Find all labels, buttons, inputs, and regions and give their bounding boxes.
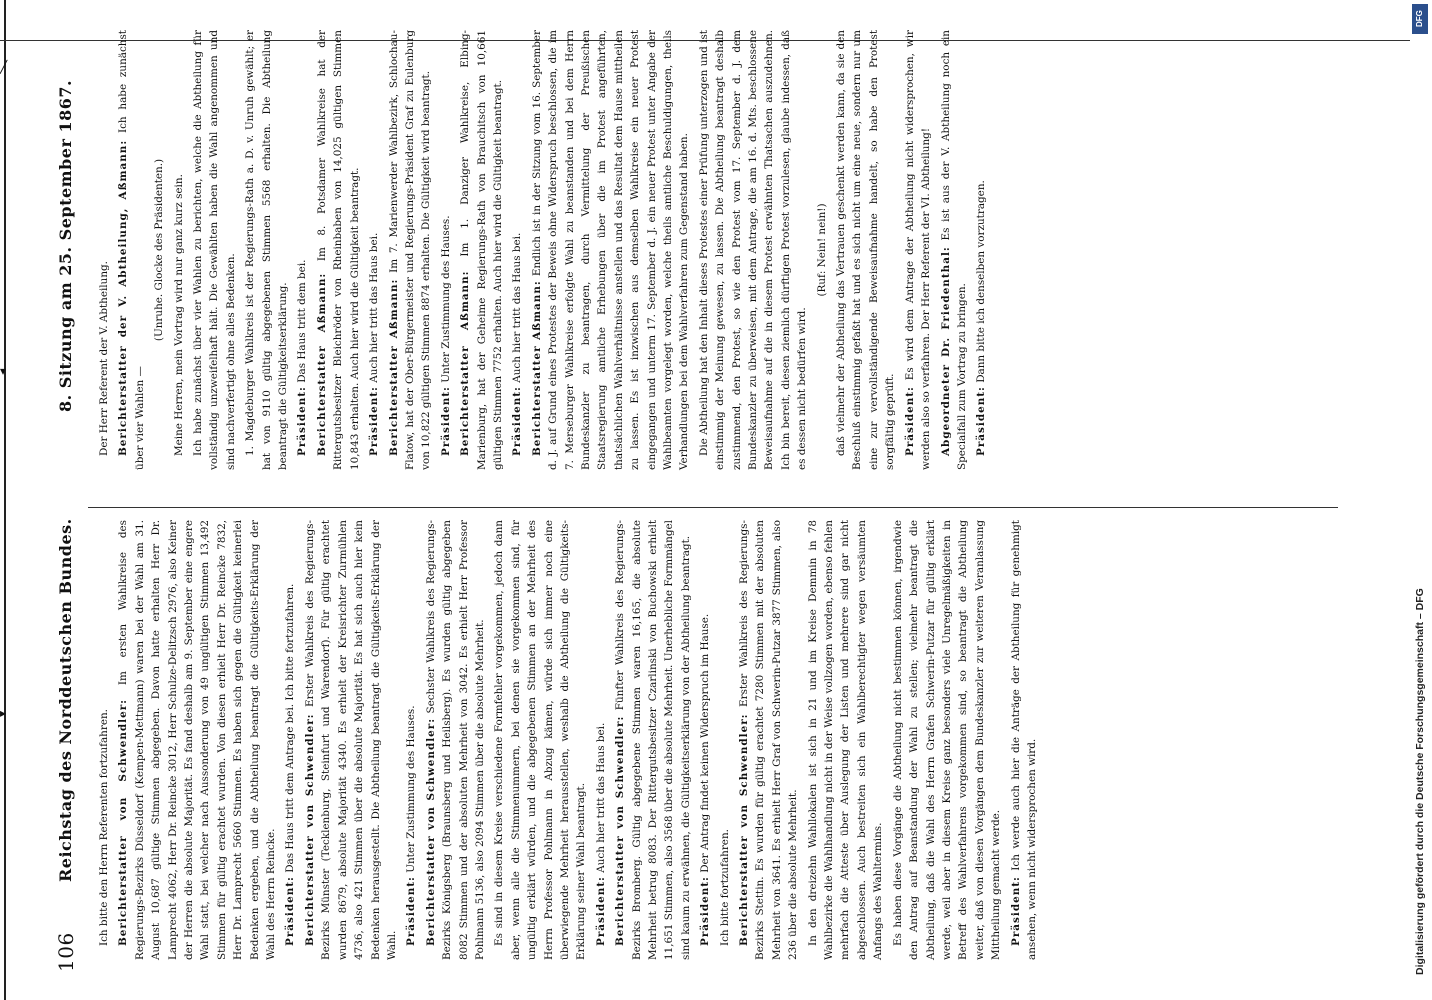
paragraph (696, 30, 811, 470)
paragraph (457, 30, 506, 470)
credit-text: Digitalisierung gefördert durch die Deutsche Forschungsgemeinschaft – DFG (1414, 588, 1426, 975)
paragraph-text: Auch hier tritt das Haus bei. (594, 722, 607, 873)
paragraph-text: Unter Zustimmung des Hauses. (439, 215, 452, 383)
paragraph (96, 520, 112, 960)
paragraph (115, 30, 148, 470)
paragraph (190, 30, 239, 470)
paragraph (805, 520, 887, 960)
speaker-name: Präsident: (975, 386, 988, 456)
paragraph-text: 1. Magdeburger Wahlkreis ist der Regierungs-Rath a. D. v. Unruh gewählt; er hat von 9110 gültig abgegebenen Stimmen 5568 erhalten. Die Abtheilung beantragt die Gültigkeitserklärung. (244, 30, 290, 470)
speaker-name: Präsident: (699, 876, 712, 946)
paragraph-text: Ich habe zunächst über vier Wahlen — (117, 30, 146, 470)
page-number: 106 (54, 932, 78, 972)
paragraph (593, 520, 609, 960)
speaker-name: Berichterstatter von Schwendler: (614, 715, 627, 946)
paragraph (314, 30, 363, 470)
speaker-name: Berichterstatter der V. Abtheilung, Aßmann: (117, 139, 130, 456)
paragraph-text: (Unruhe. Glocke des Präsidenten.) (153, 158, 166, 342)
page-header (50, 32, 90, 972)
left-text-column (96, 520, 1043, 960)
speaker-name: Berichterstatter von Schwendler: (424, 717, 437, 946)
speaker-name: Berichterstatter Aßmann: (459, 270, 472, 456)
paragraph (151, 30, 167, 470)
paragraph-text: Der Herr Referent der V. Abtheilung. (98, 261, 110, 456)
paragraph-text: Das Haus tritt dem bei. (296, 259, 309, 383)
paragraph-text: (Ruf: Nein! nein!) (815, 203, 828, 297)
speaker-name: Berichterstatter von Schwendler: (117, 698, 130, 946)
paragraph (171, 30, 187, 470)
paragraph (242, 30, 291, 470)
right-text-column (96, 30, 993, 470)
digitization-credit (1410, 0, 1430, 1000)
paragraph-text: Der Antrag findet keinen Widerspruch im Hause. (699, 613, 712, 873)
paragraph (814, 30, 830, 470)
running-head-right: 8. Sitzung am 25. September 1867. (56, 79, 75, 412)
paragraph-text: Das Haus tritt dem Antrage bei. Ich bitte fortzufahren. (284, 583, 297, 873)
paragraph-text: Unter Zustimmung des Hauses. (405, 705, 418, 873)
speaker-name: Berichterstatter Aßmann: (387, 278, 400, 456)
speaker-name: Präsident: (296, 386, 309, 456)
paragraph (96, 30, 112, 470)
paragraph-text: Es wird dem Antrage der Abtheilung nicht widersprochen, wir werden also so verfahren. Der Herr Referent der VI. Abtheilung! (903, 30, 933, 470)
scan-mark: ▾ (0, 364, 7, 378)
paragraph-text: Im 8. Potsdamer Wahlkreise hat der Rittergutsbesitzer Bleichröder von Rheinbaben von 14,025 gültigen Stimmen 10,843 erhalten. Auch hier wird die Gültigkeit beantragt. (315, 30, 361, 470)
speaker-name: Präsident: (284, 876, 297, 946)
speaker-name: Berichterstatter Aßmann: (530, 280, 543, 456)
running-head-left: Reichstag des Norddeutschen Bundes. (56, 518, 75, 882)
paragraph (403, 520, 419, 960)
paragraph (612, 520, 694, 960)
paragraph (833, 30, 899, 470)
paragraph (302, 520, 400, 960)
paragraph-text: Ich bitte fortzufahren. (718, 829, 731, 946)
paragraph-text: Sechster Wahlkreis des Regierungs-Bezirks Königsberg (Braunsberg und Heilsberg). Es wurden gültig abgegeben 8082 Stimmen und der absoluten Mehrheit von 3042. Es erhielt Herr Professor Pohlmann 5136, also 2094 Stimmen über die absolute Mehrheit. (424, 520, 486, 960)
paragraph (717, 520, 733, 960)
column-divider (88, 507, 1338, 508)
speaker-name: Berichterstatter von Schwendler: (738, 713, 751, 946)
paragraph-text: Die Abtheilung hat den Inhalt dieses Protestes einer Prüfung unterzogen und ist einstimmig der Meinung gewesen, zu lassen. Die Abtheilung beantragt deshalb zustimmend, den Protest, so wie den Protest vom 17. September d. J. dem Bundeskanzler zu überweisen, mit dem Antrage, die am 16. d. Mts. beschlossene Beweisaufnahme auf die in diesem Protest erwähnten Thatsachen auszudehnen. Ich bin bereit, diesen ziemlich dürftigen Protest vorzulesen, glaube indessen, daß es dessen nicht bedürfen wird. (697, 30, 809, 470)
speaker-name: Präsident: (903, 386, 916, 456)
paragraph (386, 30, 435, 470)
speaker-name: Präsident: (1009, 876, 1022, 946)
paragraph (491, 520, 589, 960)
rotated-document-page (40, 0, 1400, 1000)
paragraph-text: Ich habe zunächst über vier Wahlen zu berichten, welche die Abtheilung für vollständig unzweifelhaft hält. Die Gewählten haben die Wahl angenommen und sind nachverfertigt ohne alles Bedenken. (192, 30, 237, 470)
paragraph-text: Es haben diese Vorgänge die Abtheilung nicht bestimmen können, irgendwie den Antrag auf Beanstandung der Wahl zu stellen; vielmehr beantragt die Abtheilung, daß die Wahl des Herrn Grafen Schwerin-Putzar für gültig erklärt werde, weil aber in diesem Kreise ganz besonders viele Unregelmäßigkeiten in Betreff des Wahlverfahrens vorgekommen sind, so beantragt die Abtheilung weiter, daß von diesen Vorgängen dem Bundeskanzler zur weiteren Veranlassung Mittheilung gemacht werde. (891, 520, 1003, 960)
paragraph (1008, 520, 1041, 960)
paragraph-text: Auch hier tritt das Haus bei. (511, 232, 524, 383)
paragraph (115, 520, 279, 960)
paragraph (890, 520, 1005, 960)
paragraph (294, 30, 310, 470)
paragraph (938, 30, 971, 470)
speaker-name: Präsident: (511, 386, 524, 456)
paragraph-text: Im 1. Danziger Wahlkreise, Elbing-Marienburg, hat der Geheime Regierungs-Rath von Brauchitsch von 10,661 gültigen Stimmen 7752 erhalten. Auch hier wird die Gültigkeit beantragt. (459, 30, 504, 470)
paragraph-text: Im 7. Marienwerder Wahlbezirk, Schlochau-Flatow, hat der Ober-Bürgermeister und Regierungs-Präsident Graf zu Eulenburg von 10,822 gültigen Stimmen 8874 erhalten. Die Gültigkeit wird beantragt. (387, 30, 433, 470)
paragraph (282, 520, 298, 960)
paragraph-text: Im ersten Wahlkreise des Regierungs-Bezirks Düsseldorf (Kempen-Mettmann) waren bei der Wahl am 31. August 10,687 gültige Stimmen abgegeben. Davon hatte erhalten Herr Dr. Lamprecht 4062, Herr Dr. Reincke 3012, Herr Schulze-Delitzsch 2976, also Keiner der Herren die absolute Majorität. Es fand deshalb am 9. September eine engere Wahl statt, bei welcher nach Aussonderung von 49 ungültigen Stimmen 13,492 Stimmen für gültig erachtet wurden. Von diesen erhielt Herr Dr. Reincke 7832, Herr Dr. Lamprecht 5660 Stimmen. Es haben sich gegen die Gültigkeit keinerlei Bedenken ergeben, und die Abtheilung beantragt die Gültigkeits-Erklärung der Wahl des Herrn Reincke. (117, 520, 278, 960)
speaker-name: Präsident: (439, 386, 452, 456)
paragraph-text: Auch hier tritt das Haus bei. (368, 232, 381, 383)
paragraph (736, 520, 802, 960)
paragraph-text: Meine Herren, mein Vortrag wird nur ganz kurz sein. (172, 174, 185, 456)
paragraph (697, 520, 713, 960)
speaker-name: Berichterstatter von Schwendler: (303, 713, 316, 946)
paragraph-text: Erster Wahlkreis des Regierungs-Bezirks Stettin. Es wurden für gültig erachtet 7280 Stimmen mit der absoluten Mehrheit von 3641. Es erhielt Herr Graf von Schwerin-Putzar 3877 Stimmen, also 236 über die absolute Mehrheit. (738, 520, 800, 960)
scan-left-edge (4, 0, 6, 1000)
paragraph (366, 30, 382, 470)
dfg-logo: DFG (1412, 4, 1428, 34)
paragraph (529, 30, 693, 470)
speaker-name: Präsident: (368, 386, 381, 456)
paragraph-text: Ich bitte den Herrn Referenten fortzufahren. (98, 709, 110, 946)
speaker-name: Berichterstatter Aßmann: (315, 272, 328, 456)
paragraph-text: Dann bitte ich denselben vorzutragen. (975, 180, 988, 383)
paragraph-text: daß vielmehr der Abtheilung das Vertrauen geschenkt werden kann, da sie den Beschluß einstimmig gefaßt hat und es sich nicht um eine neue, sondern nur um eine zur vervollständigende Beweisaufnahme handelt, so habe den Protest sorgfältig geprüft. (835, 30, 897, 470)
paragraph-text: Erster Wahlkreis des Regierungs-Bezirks Münster (Tecklenburg, Steinfurt und Warendorf). Für gültig erachtet wurden 8679, absolute Majorität 4340. Es erhielt der Kreisrichter Zurmühlen 4736, also 421 Stimmen über die absolute Majorität. Es hat sich auch hier kein Bedenken herausgestellt. Die Abtheilung beantragt die Gültigkeits-Erklärung der Wahl. (303, 520, 398, 960)
paragraph (973, 30, 989, 470)
paragraph-text: In den dreizehn Wahllokalen ist sich in 21 und im Kreise Demmin in 78 Wahlbezirke die Wahlhandlung nicht in der Weise vollzogen worden, ebenso fehlen mehrfach die Atteste über Auslegung der Listen und mehrere sind gar nicht abgeschlossen. Auch bestreiten sich ein Wahlberechtigter wegen versäumten Anfangs des Wahltermins. (806, 520, 885, 960)
paragraph (438, 30, 454, 470)
paragraph-text: Es sind in diesem Kreise verschiedene Formfehler vorgekommen, jedoch dann aber, wenn alle die Stimmenummern, bei denen sie vorgekommen sind, für ungültig erklärt würden, und die abgegebenen Stimmen an der Mehrheit des Herrn Professor Pohlmann in Abzug kämen, würde sich immer noch eine überwiegende Mehrheit herausstellen, weshalb die Abtheilung die Gültigkeits-Erklärung seiner Wahl beantragt. (493, 520, 588, 960)
paragraph (509, 30, 525, 470)
paragraph-text: Ich werde auch hier die Anträge der Abtheilung für genehmigt ansehen, wenn nicht widersprochen wird. (1009, 520, 1038, 960)
speaker-name: Präsident: (594, 876, 607, 946)
paragraph-text: Endlich ist in der Sitzung vom 16. September d. J. auf Grund eines Protestes der Beweis ohne Widerspruch beschlossen, die im 7. Merseburger Wahlkreise erfolgte Wahl zu beanstanden und bei dem Herrn Bundeskanzler zu beantragen, durch Vermittelung der Preußischen Staatsregierung amtliche Erhebungen über die im Protest angeführten, thatsächlichen Wahlverhältnisse anstellen und das Resultat dem Hause mittheilen zu lassen. Es ist inzwischen aus demselben Wahlkreise ein neuer Protest eingegangen und unterm 17. September d. J. ein neuer Protest unter Angabe der Wahlbeamten vorgelegt worden, welche theils amtliche Beschuldigungen, theils Verhandlungen bei dem Wahlverfahren zum Gegenstand haben. (530, 30, 691, 470)
paragraph (423, 520, 489, 960)
scan-mark: ▸ (0, 706, 7, 720)
paragraph-text: Es ist aus der V. Abtheilung noch ein Specialfall zum Vortrag zu bringen. (939, 30, 968, 470)
speaker-name: Abgeordneter Dr. Friedenthal: (939, 246, 952, 456)
paragraph (902, 30, 935, 470)
speaker-name: Präsident: (405, 876, 418, 946)
paragraph-text: Fünfter Wahlkreis des Regierungs-Bezirks Bromberg. Gültig abgegebene Stimmen waren 16,165, die absolute Mehrheit betrug 8083. Der Rittergutsbesitzer Czarlinski von Buchowski erhielt 11,651 Stimmen, also 3568 über die absolute Mehrheit. Unerhebliche Formmängel sind kaum zu erwähnen, die Gültigkeitserklärung von der Abtheilung beantragt. (614, 520, 692, 960)
scan-mark: ╱ (0, 60, 8, 74)
